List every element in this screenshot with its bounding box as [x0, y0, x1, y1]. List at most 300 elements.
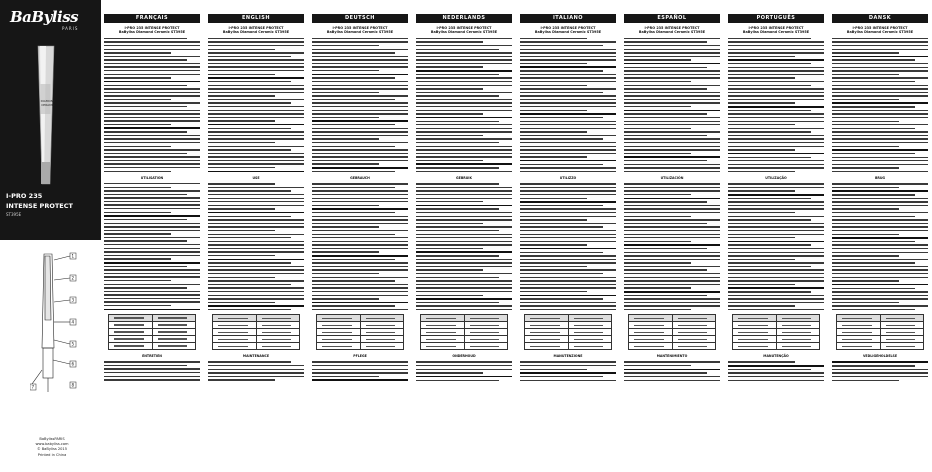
- text-line: [104, 149, 200, 150]
- text-line: [832, 376, 928, 377]
- text-line: [728, 252, 824, 253]
- text-line: [728, 269, 824, 270]
- text-line: [832, 74, 899, 75]
- text-line: [832, 284, 928, 286]
- text-line: [208, 95, 275, 96]
- text-line: [416, 63, 512, 64]
- table-cell: [880, 336, 924, 342]
- text-line: [208, 194, 304, 195]
- text-line: [416, 248, 483, 249]
- text-line: [312, 302, 408, 304]
- text-line: [624, 85, 720, 86]
- text-line: [832, 262, 915, 263]
- text-line: [520, 198, 587, 199]
- table-cell: [152, 322, 196, 328]
- text-line: [104, 361, 200, 362]
- text-line: [728, 138, 824, 139]
- text-line: [416, 66, 483, 67]
- text-line: [104, 113, 200, 114]
- text-line: [312, 52, 395, 53]
- text-line: [208, 153, 304, 154]
- text-line: [832, 121, 899, 122]
- text-line: [312, 295, 408, 296]
- footer-line: www.babyliss.com: [35, 442, 69, 447]
- text-line: [208, 379, 275, 380]
- settings-table: [628, 314, 716, 350]
- text-line: [208, 160, 304, 161]
- text-line: [312, 255, 408, 257]
- text-line: [624, 241, 691, 242]
- text-line: [208, 234, 304, 235]
- text-line: [832, 59, 915, 60]
- text-line: [416, 121, 499, 122]
- product-subtitle: I-PRO 235 INTENSE PROTECT: [436, 26, 492, 30]
- text-line: [416, 124, 512, 125]
- text-line: [208, 66, 304, 67]
- text-line: [832, 63, 928, 64]
- text-line: [624, 309, 691, 310]
- text-line: [312, 226, 379, 227]
- text-line: [728, 205, 824, 206]
- text-line: [624, 302, 720, 303]
- text-line: [728, 244, 811, 245]
- product-subtitle-line2: BaByliss Diamond Ceramic ST395E: [430, 30, 498, 35]
- text-line: [208, 45, 304, 46]
- ceramic-label-line2: CERAMIC: [41, 103, 55, 107]
- text-line: [416, 45, 512, 46]
- text-line: [208, 120, 275, 121]
- text-line: [520, 295, 616, 297]
- text-line: [520, 237, 616, 238]
- text-line: [832, 128, 915, 129]
- text-line: [728, 38, 811, 39]
- text-line: [728, 146, 824, 147]
- text-line: [312, 205, 379, 206]
- callout-3: 3: [71, 297, 75, 303]
- text-line: [104, 99, 171, 100]
- table-row: [109, 328, 195, 335]
- text-line: [416, 237, 512, 238]
- text-line: [416, 244, 512, 245]
- text-line: [624, 230, 720, 231]
- text-line: [312, 237, 408, 238]
- text-line: [312, 280, 395, 281]
- text-line: [728, 266, 811, 267]
- text-line: [728, 302, 824, 303]
- text-line: [312, 92, 379, 93]
- text-line: [624, 167, 720, 168]
- text-line: [728, 262, 824, 263]
- text-line: [104, 368, 200, 369]
- section-heading: GEBRAUCH: [350, 176, 370, 181]
- text-line: [832, 110, 928, 111]
- text-line: [416, 187, 512, 188]
- text-block: [832, 361, 928, 380]
- text-line: [312, 63, 408, 64]
- text-line: [624, 226, 720, 227]
- text-line: [416, 280, 512, 281]
- text-line: [416, 205, 512, 207]
- text-line: [728, 255, 824, 256]
- table-cell: [360, 329, 404, 335]
- text-line: [624, 124, 720, 125]
- text-line: [624, 248, 707, 249]
- section-heading: UTILISATION: [140, 176, 164, 180]
- table-cell: [421, 315, 464, 321]
- text-line: [832, 234, 899, 235]
- text-line: [728, 277, 824, 278]
- table-row: [213, 321, 299, 328]
- text-line: [312, 102, 408, 103]
- text-line: [624, 380, 720, 381]
- table-cell: [421, 343, 464, 349]
- text-line: [624, 146, 720, 147]
- cover-panel: [0, 0, 101, 472]
- text-line: [208, 88, 304, 89]
- text-line: [624, 372, 707, 373]
- table-cell: [776, 343, 820, 349]
- text-line: [312, 88, 408, 89]
- text-line: [624, 38, 720, 39]
- product-subtitle: I-PRO 235 INTENSE PROTECT: [124, 26, 180, 30]
- table-cell: [317, 343, 360, 349]
- text-line: [312, 120, 408, 122]
- text-line: [104, 160, 200, 161]
- text-line: [208, 208, 275, 209]
- text-line: [208, 77, 304, 79]
- text-line: [624, 277, 720, 278]
- text-line: [520, 149, 616, 150]
- text-line: [624, 269, 707, 270]
- text-line: [208, 41, 304, 42]
- table-row: [629, 328, 715, 335]
- text-line: [728, 77, 795, 78]
- table-cell: [213, 322, 256, 328]
- text-line: [520, 45, 603, 46]
- text-line: [208, 183, 275, 184]
- text-block: [208, 183, 304, 310]
- text-line: [104, 194, 187, 195]
- text-line: [416, 361, 512, 362]
- table-row: [733, 328, 819, 335]
- text-line: [312, 372, 408, 373]
- text-line: [208, 187, 304, 188]
- text-line: [416, 183, 499, 184]
- table-cell: [837, 343, 880, 349]
- text-line: [728, 212, 795, 213]
- table-row: [837, 321, 923, 328]
- text-line: [312, 135, 408, 136]
- text-line: [208, 309, 291, 310]
- text-line: [104, 204, 200, 205]
- text-line: [104, 171, 171, 172]
- text-line: [416, 212, 512, 213]
- text-line: [208, 305, 304, 307]
- product-subtitle-line2: BaByliss Diamond Ceramic ST395E: [846, 30, 914, 35]
- text-line: [208, 99, 304, 100]
- text-line: [728, 92, 824, 93]
- text-line: [208, 284, 291, 285]
- text-line: [104, 45, 200, 46]
- text-line: [520, 259, 616, 260]
- table-cell: [672, 336, 716, 342]
- table-cell: [256, 315, 300, 321]
- text-line: [624, 52, 720, 53]
- text-line: [832, 252, 928, 253]
- text-line: [416, 131, 512, 132]
- text-line: [520, 92, 603, 93]
- text-line: [832, 194, 915, 195]
- table-row: [317, 335, 403, 342]
- text-line: [728, 380, 824, 381]
- text-line: [312, 194, 408, 195]
- text-line: [312, 77, 395, 78]
- table-cell: [421, 322, 464, 328]
- text-line: [104, 85, 187, 86]
- text-block: [104, 183, 200, 310]
- text-line: [624, 135, 707, 136]
- settings-table: [212, 314, 300, 350]
- text-line: [624, 59, 691, 60]
- text-block: [832, 38, 928, 172]
- text-block: [728, 361, 824, 380]
- table-row: [837, 335, 923, 342]
- text-line: [312, 163, 379, 164]
- section-heading: ENTRETIEN: [142, 354, 162, 359]
- text-line: [832, 288, 915, 289]
- text-line: [832, 142, 928, 143]
- text-line: [520, 223, 616, 224]
- table-cell: [525, 329, 568, 335]
- language-column: [416, 14, 512, 469]
- text-block: [832, 183, 928, 310]
- table-row: [421, 328, 507, 335]
- text-line: [728, 153, 824, 155]
- section-heading: USE: [252, 176, 260, 181]
- text-line: [104, 102, 200, 103]
- text-line: [312, 190, 408, 191]
- text-line: [520, 280, 616, 281]
- text-line: [520, 305, 616, 306]
- text-line: [312, 41, 408, 42]
- text-line: [104, 305, 171, 306]
- table-row: [629, 321, 715, 328]
- text-line: [416, 234, 512, 235]
- text-line: [624, 208, 720, 209]
- text-line: [520, 156, 587, 157]
- text-line: [728, 70, 824, 71]
- text-line: [520, 99, 616, 100]
- text-line: [728, 110, 811, 111]
- text-line: [312, 171, 395, 172]
- text-line: [520, 164, 603, 165]
- text-line: [208, 135, 304, 136]
- text-line: [624, 194, 691, 195]
- text-line: [208, 369, 304, 370]
- text-line: [416, 305, 512, 306]
- language-header: ENGLISH: [208, 14, 304, 23]
- text-line: [520, 49, 616, 50]
- text-line: [312, 113, 408, 114]
- text-line: [728, 208, 824, 209]
- text-line: [312, 223, 408, 224]
- text-line: [312, 117, 379, 118]
- text-line: [208, 291, 304, 292]
- text-line: [208, 70, 304, 71]
- text-line: [104, 237, 200, 238]
- table-cell: [213, 315, 256, 321]
- text-line: [312, 216, 408, 217]
- text-line: [728, 287, 824, 289]
- text-line: [520, 194, 616, 195]
- text-block: [208, 361, 304, 380]
- text-line: [832, 167, 899, 168]
- text-line: [728, 135, 824, 136]
- settings-table: [108, 314, 196, 350]
- text-line: [208, 259, 304, 261]
- text-line: [832, 99, 899, 100]
- text-line: [728, 372, 824, 373]
- text-line: [832, 230, 928, 231]
- text-line: [416, 142, 499, 143]
- text-line: [520, 365, 616, 366]
- text-line: [832, 269, 928, 270]
- text-line: [624, 121, 720, 122]
- text-line: [624, 219, 720, 220]
- text-line: [832, 146, 899, 147]
- text-line: [104, 124, 171, 125]
- text-line: [208, 146, 304, 147]
- text-line: [312, 309, 408, 310]
- text-line: [104, 92, 200, 93]
- text-line: [728, 131, 811, 132]
- text-line: [624, 244, 720, 246]
- text-line: [416, 88, 483, 89]
- text-line: [832, 259, 928, 260]
- text-line: [208, 198, 304, 199]
- text-line: [416, 269, 483, 270]
- table-row: [317, 315, 403, 321]
- text-line: [416, 255, 499, 256]
- product-subtitle-line2: BaByliss Diamond Ceramic ST395E: [638, 30, 706, 35]
- text-line: [728, 259, 795, 260]
- text-line: [832, 205, 928, 206]
- text-line: [832, 291, 928, 292]
- model-line-2: INTENSE PROTECT: [6, 202, 73, 210]
- table-cell: [629, 336, 672, 342]
- text-block: [104, 361, 200, 380]
- text-line: [624, 187, 720, 188]
- text-line: [104, 215, 200, 217]
- text-line: [520, 216, 616, 217]
- text-line: [104, 301, 200, 302]
- text-line: [520, 269, 616, 270]
- text-line: [520, 160, 616, 162]
- text-line: [832, 85, 928, 86]
- language-column: [624, 14, 720, 469]
- callout-6: 6: [71, 361, 75, 367]
- table-cell: [733, 343, 776, 349]
- table-cell: [464, 336, 508, 342]
- text-line: [728, 41, 824, 42]
- text-line: [104, 127, 200, 129]
- text-line: [832, 135, 928, 136]
- text-line: [624, 63, 720, 65]
- table-cell: [421, 336, 464, 342]
- text-line: [208, 280, 304, 281]
- text-line: [520, 302, 616, 303]
- text-block: [520, 183, 616, 310]
- text-line: [520, 208, 616, 209]
- text-line: [520, 190, 616, 191]
- section-heading: MANTENIMIENTO: [656, 354, 688, 359]
- text-line: [208, 226, 304, 227]
- text-line: [208, 74, 275, 75]
- text-line: [728, 361, 795, 362]
- text-line: [624, 77, 720, 78]
- text-line: [520, 110, 587, 111]
- text-block: [624, 183, 720, 310]
- text-block: [624, 361, 720, 380]
- text-line: [520, 56, 616, 57]
- text-line: [520, 205, 603, 206]
- product-subtitle-line2: BaByliss Diamond Ceramic ST395E: [534, 30, 602, 35]
- text-line: [312, 153, 408, 154]
- text-line: [312, 128, 408, 129]
- text-line: [104, 142, 200, 143]
- text-line: [312, 149, 408, 150]
- text-line: [208, 302, 275, 303]
- text-line: [832, 277, 928, 278]
- text-line: [104, 197, 200, 198]
- text-line: [416, 74, 499, 75]
- text-line: [416, 266, 512, 267]
- text-line: [520, 135, 616, 136]
- text-line: [416, 99, 512, 100]
- text-line: [416, 77, 512, 78]
- text-line: [624, 190, 720, 191]
- text-line: [416, 251, 512, 253]
- text-line: [728, 142, 824, 143]
- text-line: [416, 241, 512, 242]
- text-line: [312, 305, 395, 306]
- text-line: [832, 365, 915, 366]
- product-subtitle: I-PRO 235 INTENSE PROTECT: [228, 26, 284, 30]
- table-cell: [629, 343, 672, 349]
- text-line: [520, 142, 616, 143]
- table-cell: [672, 329, 716, 335]
- text-line: [728, 376, 824, 377]
- text-line: [208, 149, 291, 150]
- text-line: [104, 49, 200, 50]
- table-cell: [525, 336, 568, 342]
- table-cell: [733, 336, 776, 342]
- table-cell: [256, 343, 300, 349]
- text-line: [728, 273, 824, 274]
- text-line: [416, 365, 512, 366]
- text-line: [208, 59, 304, 60]
- cover-dark-area: [0, 0, 101, 240]
- text-line: [520, 74, 616, 75]
- text-line: [728, 95, 824, 96]
- text-line: [312, 273, 379, 274]
- text-line: [208, 117, 304, 118]
- text-block: [416, 38, 512, 172]
- text-line: [728, 291, 811, 292]
- text-line: [104, 230, 200, 231]
- text-line: [104, 298, 200, 299]
- text-line: [208, 113, 304, 114]
